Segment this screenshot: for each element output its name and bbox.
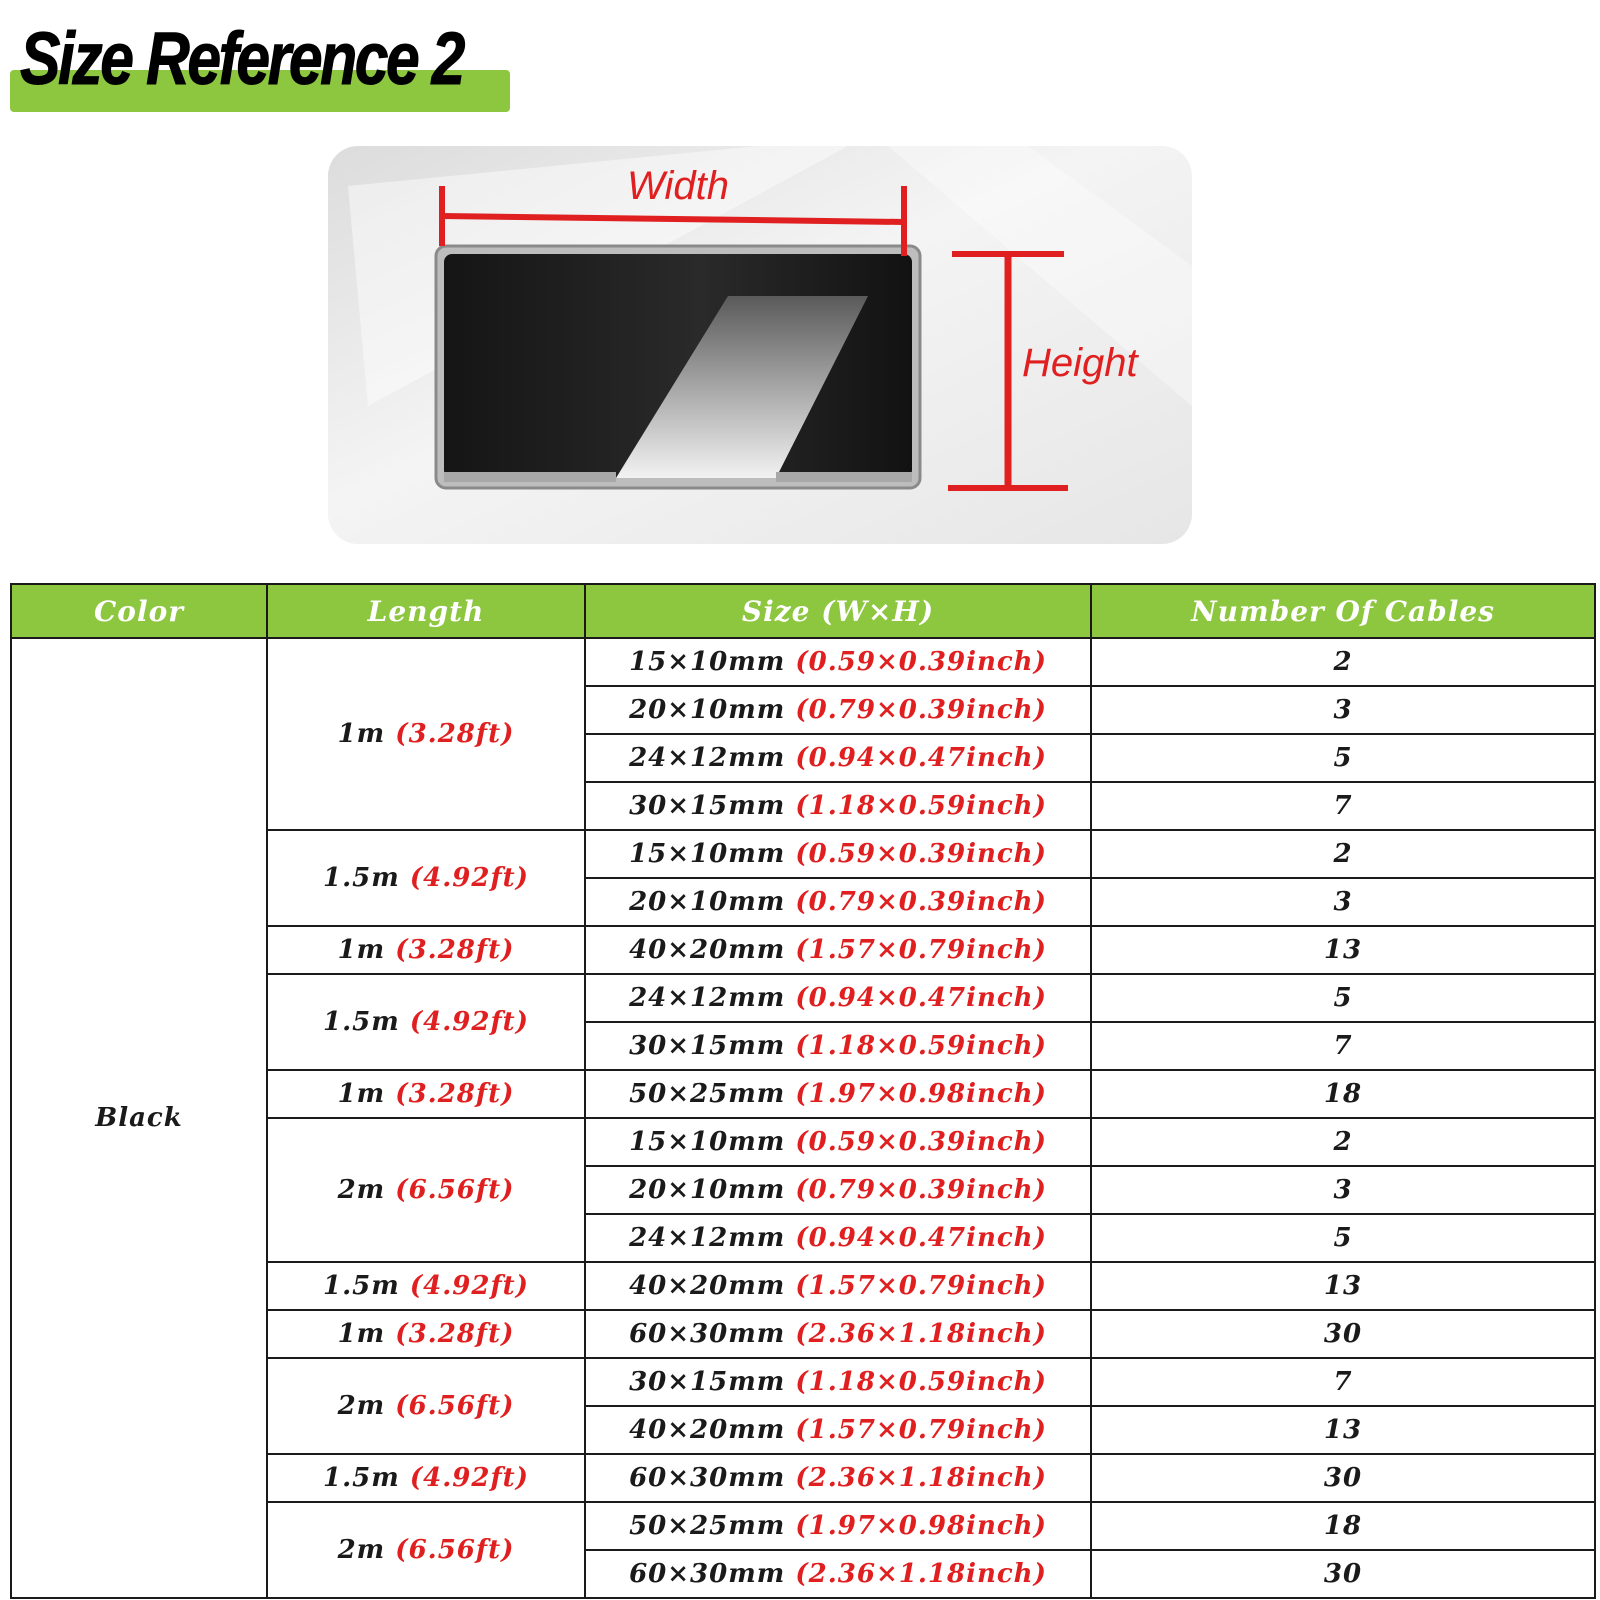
size-cell (585, 1502, 1091, 1550)
size-cell (585, 1214, 1091, 1262)
size-metric: 30×15mm (629, 791, 786, 821)
cable-count-cell: 7 (1091, 1358, 1595, 1406)
cable-count-cell: 30 (1091, 1550, 1595, 1598)
size-imperial: (0.59×0.39inch) (795, 839, 1047, 869)
size-spec-table (10, 583, 1596, 1599)
size-imperial: (1.57×0.79inch) (795, 1271, 1047, 1301)
size-metric: 40×20mm (629, 1415, 786, 1445)
size-cell (585, 1118, 1091, 1166)
cable-count-cell: 2 (1091, 1118, 1595, 1166)
size-cell (585, 1310, 1091, 1358)
cable-count-cell: 13 (1091, 1406, 1595, 1454)
size-metric: 15×10mm (629, 839, 786, 869)
cable-count-cell: 30 (1091, 1454, 1595, 1502)
size-imperial: (1.97×0.98inch) (795, 1511, 1047, 1541)
size-metric: 50×25mm (629, 1079, 786, 1109)
length-imperial: (6.56ft) (395, 1175, 515, 1205)
header-cable-count: Number Of Cables (1091, 584, 1595, 638)
size-cell (585, 974, 1091, 1022)
size-imperial: (2.36×1.18inch) (795, 1463, 1047, 1493)
cable-count-cell: 13 (1091, 926, 1595, 974)
size-imperial: (2.36×1.18inch) (795, 1559, 1047, 1589)
length-imperial: (6.56ft) (395, 1391, 515, 1421)
size-imperial: (1.57×0.79inch) (795, 1415, 1047, 1445)
height-label: Height (1022, 341, 1138, 385)
size-imperial: (1.57×0.79inch) (795, 935, 1047, 965)
size-imperial: (0.94×0.47inch) (795, 983, 1047, 1013)
cable-count-cell: 3 (1091, 686, 1595, 734)
channel-profile-illustration (328, 146, 1192, 544)
length-metric: 1m (337, 1079, 386, 1109)
cable-count-cell: 2 (1091, 638, 1595, 686)
size-imperial: (1.97×0.98inch) (795, 1079, 1047, 1109)
size-metric: 60×30mm (629, 1559, 786, 1589)
table-row (11, 638, 1595, 686)
size-cell (585, 1166, 1091, 1214)
color-cell: Black (11, 638, 267, 1598)
size-cell (585, 638, 1091, 686)
length-cell (267, 1118, 585, 1262)
size-metric: 50×25mm (629, 1511, 786, 1541)
length-metric: 1.5m (323, 1007, 400, 1037)
table-header-row (11, 584, 1595, 638)
size-imperial: (0.79×0.39inch) (795, 887, 1047, 917)
size-cell (585, 1358, 1091, 1406)
size-metric: 40×20mm (629, 935, 786, 965)
size-metric: 24×12mm (629, 743, 786, 773)
size-metric: 60×30mm (629, 1463, 786, 1493)
length-cell (267, 1454, 585, 1502)
length-cell (267, 830, 585, 926)
length-metric: 1m (337, 935, 386, 965)
size-cell (585, 734, 1091, 782)
size-cell (585, 878, 1091, 926)
bottom-lip-left (444, 472, 616, 482)
size-cell (585, 1022, 1091, 1070)
length-imperial: (4.92ft) (409, 863, 529, 893)
size-metric: 30×15mm (629, 1367, 786, 1397)
length-imperial: (3.28ft) (395, 935, 515, 965)
cable-count-cell: 5 (1091, 734, 1595, 782)
size-metric: 15×10mm (629, 647, 786, 677)
size-metric: 24×12mm (629, 983, 786, 1013)
cable-count-cell: 3 (1091, 1166, 1595, 1214)
length-imperial: (4.92ft) (409, 1271, 529, 1301)
page-title: Size Reference 2 (20, 17, 463, 100)
length-imperial: (3.28ft) (395, 1079, 515, 1109)
size-metric: 20×10mm (629, 695, 786, 725)
length-cell (267, 1310, 585, 1358)
size-imperial: (0.94×0.47inch) (795, 1223, 1047, 1253)
size-cell (585, 1262, 1091, 1310)
cable-count-cell: 5 (1091, 974, 1595, 1022)
cable-count-cell: 13 (1091, 1262, 1595, 1310)
header-color: Color (11, 584, 267, 638)
channel-diagram (328, 146, 1192, 544)
length-metric: 1m (337, 1319, 386, 1349)
cable-count-cell: 5 (1091, 1214, 1595, 1262)
length-metric: 2m (337, 1175, 386, 1205)
length-cell (267, 638, 585, 830)
size-imperial: (0.79×0.39inch) (795, 1175, 1047, 1205)
size-imperial: (0.59×0.39inch) (795, 1127, 1047, 1157)
size-imperial: (1.18×0.59inch) (795, 1367, 1047, 1397)
length-cell (267, 1262, 585, 1310)
header-length: Length (267, 584, 585, 638)
page-heading (8, 14, 508, 104)
length-metric: 1.5m (323, 1463, 400, 1493)
length-cell (267, 974, 585, 1070)
table-body (11, 638, 1595, 1598)
cable-count-cell: 2 (1091, 830, 1595, 878)
size-metric: 20×10mm (629, 1175, 786, 1205)
length-cell (267, 1070, 585, 1118)
size-cell (585, 1406, 1091, 1454)
length-cell (267, 926, 585, 974)
length-metric: 1.5m (323, 863, 400, 893)
size-metric: 30×15mm (629, 1031, 786, 1061)
length-imperial: (4.92ft) (409, 1007, 529, 1037)
cable-count-cell: 30 (1091, 1310, 1595, 1358)
size-imperial: (0.94×0.47inch) (795, 743, 1047, 773)
size-metric: 20×10mm (629, 887, 786, 917)
width-label: Width (627, 164, 729, 208)
size-cell (585, 1454, 1091, 1502)
cable-count-cell: 7 (1091, 782, 1595, 830)
size-cell (585, 782, 1091, 830)
size-cell (585, 686, 1091, 734)
cable-count-cell: 18 (1091, 1502, 1595, 1550)
size-imperial: (0.59×0.39inch) (795, 647, 1047, 677)
length-metric: 2m (337, 1391, 386, 1421)
size-cell (585, 1550, 1091, 1598)
cable-count-cell: 7 (1091, 1022, 1595, 1070)
length-metric: 1.5m (323, 1271, 400, 1301)
length-metric: 2m (337, 1535, 386, 1565)
length-imperial: (3.28ft) (395, 719, 515, 749)
cable-count-cell: 3 (1091, 878, 1595, 926)
size-cell (585, 830, 1091, 878)
length-imperial: (3.28ft) (395, 1319, 515, 1349)
length-metric: 1m (337, 719, 386, 749)
size-imperial: (1.18×0.59inch) (795, 791, 1047, 821)
size-metric: 24×12mm (629, 1223, 786, 1253)
size-imperial: (1.18×0.59inch) (795, 1031, 1047, 1061)
size-metric: 15×10mm (629, 1127, 786, 1157)
length-cell (267, 1502, 585, 1598)
length-imperial: (6.56ft) (395, 1535, 515, 1565)
cable-count-cell: 18 (1091, 1070, 1595, 1118)
bottom-lip-right (776, 472, 912, 482)
size-cell (585, 926, 1091, 974)
length-imperial: (4.92ft) (409, 1463, 529, 1493)
length-cell (267, 1358, 585, 1454)
size-metric: 40×20mm (629, 1271, 786, 1301)
size-imperial: (0.79×0.39inch) (795, 695, 1047, 725)
size-cell (585, 1070, 1091, 1118)
header-size: Size (W×H) (585, 584, 1091, 638)
size-metric: 60×30mm (629, 1319, 786, 1349)
size-imperial: (2.36×1.18inch) (795, 1319, 1047, 1349)
